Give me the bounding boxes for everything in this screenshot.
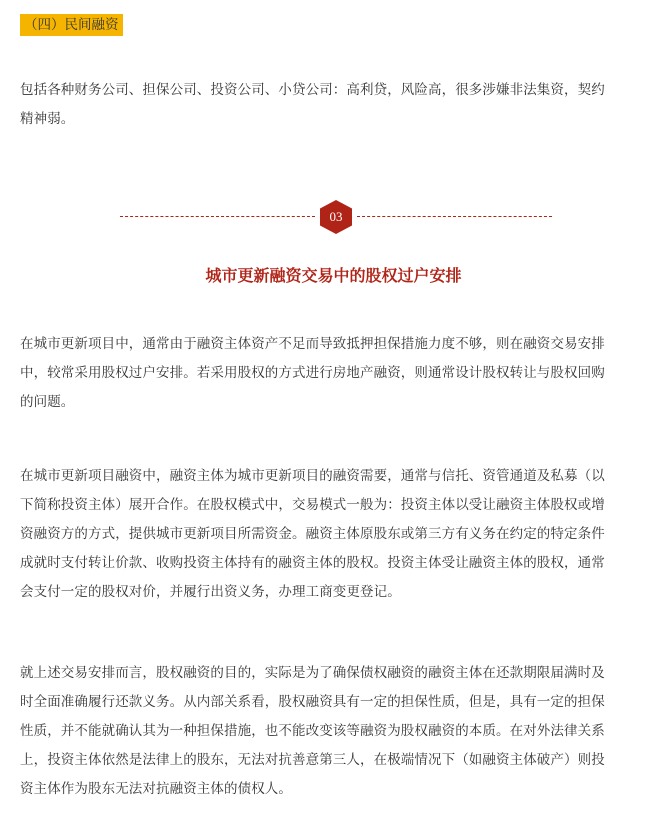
- paragraph-line: 性质，并不能就确认其为一种担保措施，也不能改变该等融资为股权融资的本质。在对外法律关系: [20, 723, 605, 739]
- paragraph-line: 包括各种财务公司、担保公司、投资公司、小贷公司：高利贷，风险高，很多涉嫌非法集资，契约: [20, 82, 605, 98]
- section-divider: [120, 200, 552, 234]
- paragraph-line: 就上述交易安排而言，股权融资的目的，实际是为了确保债权融资的融资主体在还款期限届满时及: [20, 665, 605, 681]
- subheading-private-financing: （四）民间融资: [20, 14, 123, 36]
- paragraph-line: 成就时支付转让价款、收购投资主体持有的融资主体的股权。投资主体受让融资主体的股权，通常: [20, 555, 605, 571]
- paragraph-line: 在城市更新项目融资中，融资主体为城市更新项目的融资需要，通常与信托、资管通道及私募（以: [20, 468, 605, 484]
- paragraph-1: [20, 330, 650, 417]
- paragraph-line: 精神弱。: [20, 111, 75, 127]
- paragraph-line: 在城市更新项目中，通常由于融资主体资产不足而导致抵押担保措施力度不够，则在融资交易安排: [20, 336, 605, 352]
- paragraph-line: 上，投资主体依然是法律上的股东，无法对抗善意第三人，在极端情况下（如融资主体破产）则投: [20, 752, 605, 768]
- paragraph-line: 下简称投资主体）展开合作。在股权模式中，交易模式一般为：投资主体以受让融资主体股权或增: [20, 497, 605, 513]
- intro-paragraph: [20, 76, 650, 134]
- paragraph-line: 会支付一定的股权对价，并履行出资义务，办理工商变更登记。: [20, 584, 401, 600]
- divider-dashed-line-left: [120, 216, 315, 217]
- paragraph-line: 资主体作为股东无法对抗融资主体的债权人。: [20, 781, 292, 797]
- paragraph-line: 资融资方的方式，提供城市更新项目所需资金。融资主体原股东或第三方有义务在约定的特定条件: [20, 526, 605, 542]
- paragraph-line: 的问题。: [20, 394, 75, 410]
- section-number: 03: [329, 209, 343, 224]
- paragraph-3: [20, 659, 650, 804]
- paragraph-2: [20, 462, 650, 607]
- paragraph-line: 中，较常采用股权过户安排。若采用股权的方式进行房地产融资，则通常设计股权转让与股权回购: [20, 365, 605, 381]
- paragraph-line: 时全面准确履行还款义务。从内部关系看，股权融资具有一定的担保性质，但是，具有一定的担保: [20, 694, 605, 710]
- section-title: 城市更新融资交易中的股权过户安排: [205, 266, 462, 285]
- divider-dashed-line-right: [357, 216, 552, 217]
